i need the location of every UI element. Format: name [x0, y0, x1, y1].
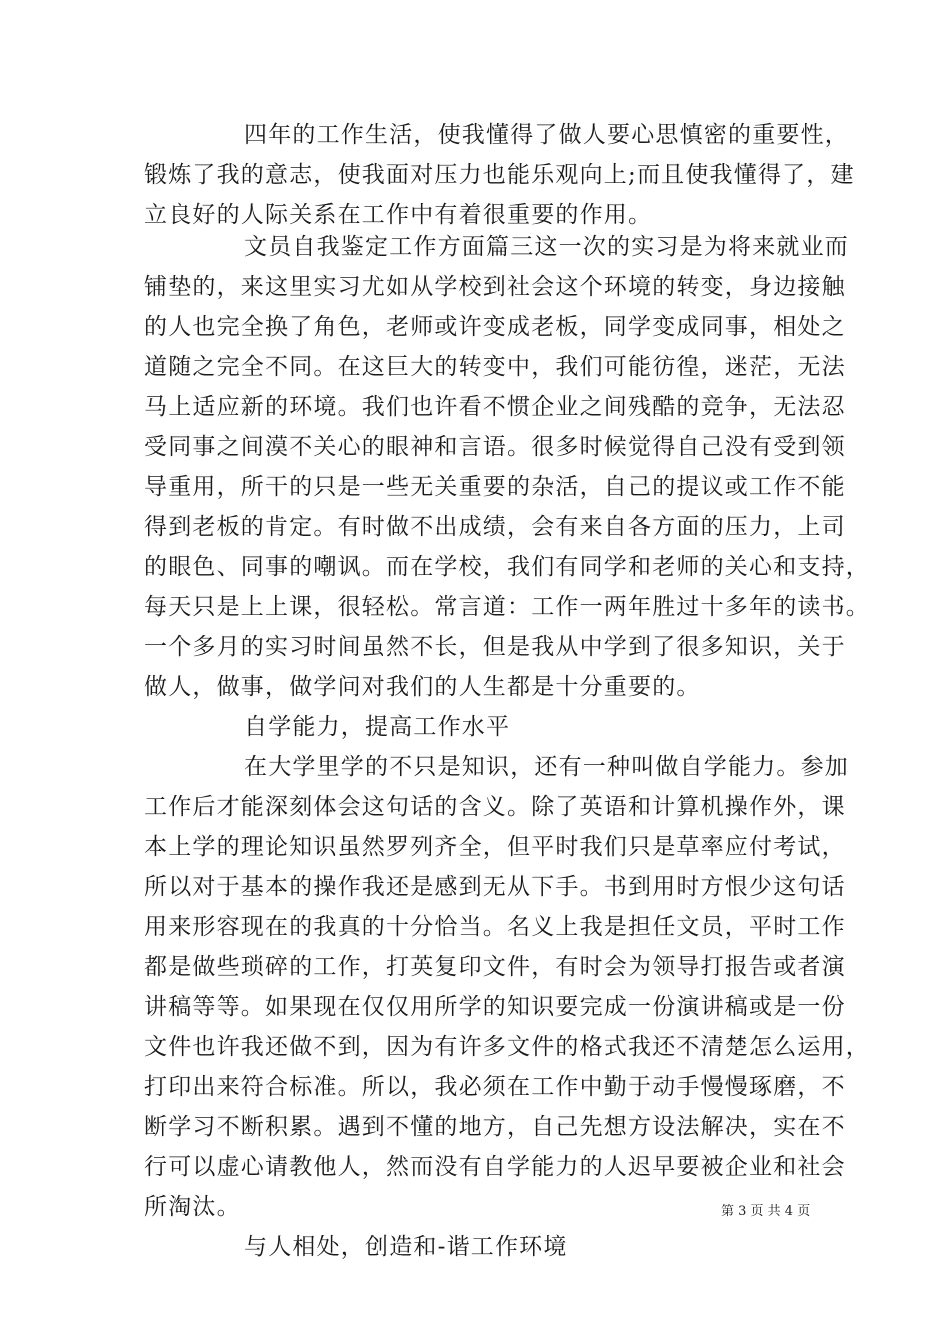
paragraph-line: 一个多月的实习时间虽然不长，但是我从中学到了很多知识，关于: [144, 634, 846, 660]
paragraph-line: 文件也许我还做不到，因为有许多文件的格式我还不清楚怎么运用，: [144, 1034, 870, 1060]
page-number: 第 3 页 共 4 页: [721, 1204, 811, 1219]
paragraph-line: 所淘汰。: [144, 1194, 241, 1220]
paragraph-line: 导重用，所干的只是一些无关重要的杂活，自己的提议或工作不能: [144, 474, 846, 500]
paragraph-line: 的人也完全换了角色，老师或许变成老板，同学变成同事，相处之: [144, 314, 846, 340]
paragraph-line: 所以对于基本的操作我还是感到无从下手。书到用时方恨少这句话: [144, 874, 846, 900]
paragraph-line: 立良好的人际关系在工作中有着很重要的作用。: [144, 202, 653, 228]
paragraph-line: 本上学的理论知识虽然罗列齐全，但平时我们只是草率应付考试，: [144, 834, 846, 860]
section-heading: 与人相处，创造和-谐工作环境: [244, 1234, 568, 1260]
paragraph-line: 得到老板的肯定。有时做不出成绩，会有来自各方面的压力，上司: [144, 514, 846, 540]
paragraph-line: 文员自我鉴定工作方面篇三这一次的实习是为将来就业而: [244, 234, 849, 260]
paragraph-line: 四年的工作生活，使我懂得了做人要心思慎密的重要性，: [244, 122, 849, 148]
paragraph-line: 受同事之间漠不关心的眼神和言语。很多时候觉得自己没有受到领: [144, 434, 846, 460]
paragraph-line: 断学习不断积累。遇到不懂的地方，自己先想方设法解决，实在不: [144, 1114, 846, 1140]
paragraph-line: 锻炼了我的意志，使我面对压力也能乐观向上;而且使我懂得了，建: [144, 162, 855, 188]
paragraph-line: 都是做些琐碎的工作，打英复印文件，有时会为领导打报告或者演: [144, 954, 846, 980]
paragraph-line: 道随之完全不同。在这巨大的转变中，我们可能彷徨，迷茫，无法: [144, 354, 846, 380]
paragraph-line: 讲稿等等。如果现在仅仅用所学的知识要完成一份演讲稿或是一份: [144, 994, 846, 1020]
paragraph-line: 工作后才能深刻体会这句话的含义。除了英语和计算机操作外，课: [144, 794, 846, 820]
paragraph-line: 用来形容现在的我真的十分恰当。名义上我是担任文员，平时工作: [144, 914, 846, 940]
section-heading: 自学能力，提高工作水平: [244, 714, 511, 740]
paragraph-line: 行可以虚心请教他人，然而没有自学能力的人迟早要被企业和社会: [144, 1154, 846, 1180]
paragraph-line: 铺垫的，来这里实习尤如从学校到社会这个环境的转变，身边接触: [144, 274, 846, 300]
paragraph-line: 每天只是上上课，很轻松。常言道：工作一两年胜过十多年的读书。: [144, 594, 870, 620]
paragraph-line: 打印出来符合标准。所以，我必须在工作中勤于动手慢慢琢磨，不: [144, 1074, 846, 1100]
paragraph-line: 在大学里学的不只是知识，还有一种叫做自学能力。参加: [244, 754, 849, 780]
paragraph-line: 做人，做事，做学问对我们的人生都是十分重要的。: [144, 674, 701, 700]
paragraph-line: 马上适应新的环境。我们也许看不惯企业之间残酷的竞争，无法忍: [144, 394, 846, 420]
paragraph-line: 的眼色、同事的嘲讽。而在学校，我们有同学和老师的关心和支持，: [144, 554, 870, 580]
